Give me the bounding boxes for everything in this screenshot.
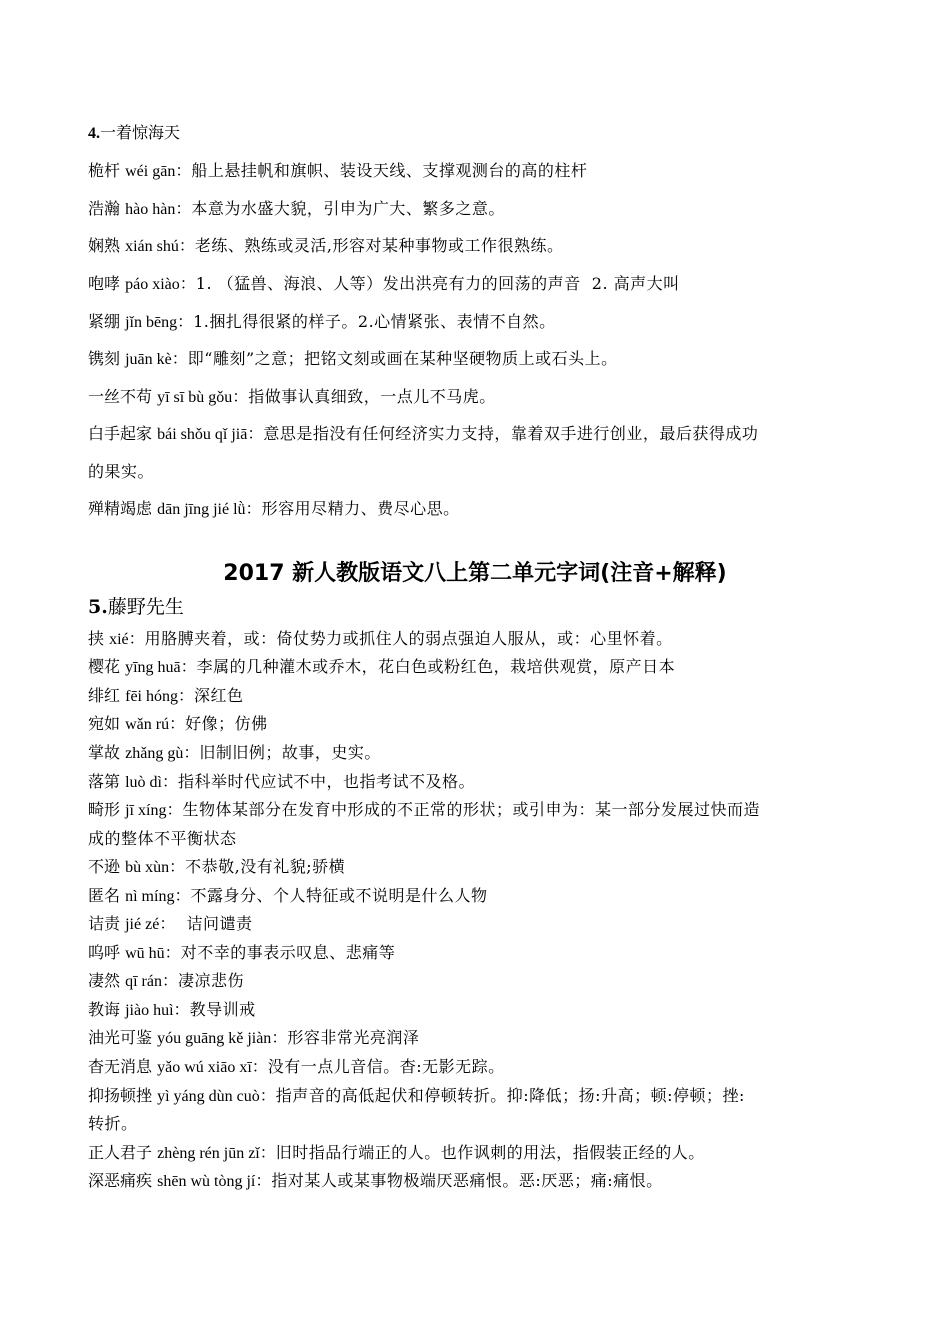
vocab-entry: 掌故 zhǎng gù：旧制旧例；故事，史实。 <box>88 743 381 762</box>
vocab-pinyin: bái shǒu qǐ jiā <box>157 426 248 443</box>
vocab-entry: 挟 xié：用胳膊夹着，或：倚仗势力或抓住人的弱点强迫人服从，或：心里怀着。 <box>88 629 673 648</box>
vocab-definition: 老练、熟练或灵活,形容对某种事物或工作很熟练。 <box>194 236 564 255</box>
vocab-definition: 对不幸的事表示叹息、悲痛等 <box>180 943 396 962</box>
vocab-word: 杳无消息 <box>88 1057 153 1076</box>
vocab-entry: 正人君子 zhèng rén jūn zǐ：旧时指品行端正的人。也作讽刺的用法，指假装正经的人。 <box>88 1143 705 1162</box>
vocab-pinyin: wéi gān <box>125 163 176 180</box>
vocab-entry: 油光可鉴 yóu guāng kě jiàn：形容非常光亮润泽 <box>88 1028 420 1047</box>
vocab-entry: 落第 luò dì：指科举时代应试不中，也指考试不及格。 <box>88 772 476 791</box>
vocab-pinyin: jī xíng <box>125 802 167 819</box>
vocab-entry: 桅杆 wéi gān：船上悬挂帆和旗帜、装设天线、支撑观测台的高的柱杆 <box>88 161 588 180</box>
vocab-pinyin: jié zé <box>125 916 160 933</box>
vocab-word: 白手起家 <box>88 424 153 443</box>
vocab-entry: 樱花 yīng huā：李属的几种灌木或乔木，花白色或粉红色，栽培供观赏，原产日本 <box>88 657 676 676</box>
vocab-word: 匿名 <box>88 886 121 905</box>
vocab-definition: 凄凉悲伤 <box>178 971 245 990</box>
vocab-definition: 形容非常光亮润泽 <box>287 1028 420 1047</box>
vocab-entry: 紧绷 jǐn bēng：1.捆扎得很紧的样子。2.心情紧张、表情不自然。 <box>88 312 556 331</box>
vocab-pinyin: zhǎng gù <box>125 745 184 762</box>
vocab-word: 娴熟 <box>88 236 121 255</box>
vocab-definition: 形容用尽精力、费尽心思。 <box>261 499 460 518</box>
vocab-entry: 不逊 bù xùn：不恭敬,没有礼貌;骄横 <box>88 857 346 876</box>
vocab-definition: 即“雕刻”之意；把铭文刻或画在某种坚硬物质上或石头上。 <box>187 349 618 368</box>
vocab-entry: 浩瀚 hào hàn：本意为水盛大貌，引申为广大、繁多之意。 <box>88 199 505 218</box>
vocab-pinyin: luò dì <box>125 774 162 791</box>
vocab-pinyin: fēi hóng <box>125 688 178 705</box>
vocab-entry: 绯红 fēi hóng：深红色 <box>88 686 244 705</box>
vocab-word: 绯红 <box>88 686 121 705</box>
section-title-text: 藤野先生 <box>107 596 184 618</box>
vocab-definition: 指对某人或某事物极端厌恶痛恨。恶:厌恶；痛:痛恨。 <box>271 1171 663 1190</box>
vocab-pinyin: jǐn bēng <box>125 314 178 331</box>
vocab-entry: 娴熟 xián shú：老练、熟练或灵活,形容对某种事物或工作很熟练。 <box>88 236 564 255</box>
vocab-pinyin: yīng huā <box>125 659 181 676</box>
vocab-pinyin: shēn wù tòng jí <box>157 1173 256 1190</box>
vocab-word: 诘责 <box>88 914 121 933</box>
vocab-word: 畸形 <box>88 800 121 819</box>
vocab-definition: 教导训戒 <box>189 1000 256 1019</box>
vocab-pinyin: qī rán <box>125 973 162 990</box>
vocab-pinyin: yī sī bù gǒu <box>157 389 233 406</box>
vocab-word: 宛如 <box>88 714 121 733</box>
vocab-word: 教诲 <box>88 1000 121 1019</box>
vocab-entry: 教诲 jiào huì：教导训戒 <box>88 1000 256 1019</box>
vocab-word: 镌刻 <box>88 349 121 368</box>
section-title-text: 一着惊海天 <box>100 123 181 142</box>
vocab-word: 不逊 <box>88 857 121 876</box>
vocab-entry-continuation <box>88 459 154 482</box>
vocab-pinyin: yǎo wú xiāo xī <box>157 1059 252 1076</box>
vocab-entry: 呜呼 wū hū：对不幸的事表示叹息、悲痛等 <box>88 943 396 962</box>
vocab-definition: 指声音的高低起伏和停顿转折。抑:降低；扬:升高；顿:停顿；挫: <box>275 1086 745 1105</box>
vocab-entry: 殚精竭虑 dān jīng jié lǜ：形容用尽精力、费尽心思。 <box>88 499 460 518</box>
vocab-word: 抑扬顿挫 <box>88 1086 153 1105</box>
vocab-definition-continued: 成的整体不平衡状态 <box>88 829 237 848</box>
vocab-word: 紧绷 <box>88 312 121 331</box>
vocab-entry: 畸形 jī xíng：生物体某部分在发育中形成的不正常的形状；或引申为：某一部分发展过快而造 <box>88 800 760 819</box>
vocab-word: 凄然 <box>88 971 121 990</box>
vocab-entry-continuation <box>88 826 237 849</box>
vocab-entry: 匿名 nì míng：不露身分、个人特征或不说明是什么人物 <box>88 886 488 905</box>
vocab-definition: 指做事认真细致，一点儿不马虎。 <box>248 387 496 406</box>
vocab-definition-continued: 转折。 <box>88 1114 138 1133</box>
vocab-definition: 不露身分、个人特征或不说明是什么人物 <box>190 886 488 905</box>
vocab-pinyin: hào hàn <box>125 201 176 218</box>
vocab-definition: 深红色 <box>194 686 244 705</box>
vocab-entry-continuation <box>88 1111 138 1134</box>
vocab-word: 油光可鉴 <box>88 1028 153 1047</box>
vocab-entry: 抑扬顿挫 yì yáng dùn cuò：指声音的高低起伏和停顿转折。抑:降低；扬:升高；顿:停顿；挫: <box>88 1086 745 1105</box>
section-number: 4. <box>88 125 100 142</box>
vocab-word: 一丝不苟 <box>88 387 153 406</box>
document-title: 2017 新人教版语文八上第二单元字词(注音+解释) <box>223 561 727 586</box>
vocab-definition: 诘问谴责 <box>175 914 253 933</box>
vocab-definition: 本意为水盛大貌，引申为广大、繁多之意。 <box>191 199 505 218</box>
vocab-definition: 用胳膊夹着，或：倚仗势力或抓住人的弱点强迫人服从，或：心里怀着。 <box>144 629 673 648</box>
vocab-word: 掌故 <box>88 743 121 762</box>
vocab-entry: 宛如 wǎn rú：好像；仿佛 <box>88 714 268 733</box>
vocab-pinyin: wǎn rú <box>125 716 170 733</box>
vocab-pinyin: jiào huì <box>125 1002 174 1019</box>
section-5-title <box>88 592 184 619</box>
vocab-pinyin: yóu guāng kě jiàn <box>157 1030 272 1047</box>
vocab-pinyin: xián shú <box>125 238 179 255</box>
section-number: 5. <box>88 596 108 618</box>
vocab-definition: 旧时指品行端正的人。也作讽刺的用法，指假装正经的人。 <box>275 1143 705 1162</box>
vocab-definition: 指科举时代应试不中，也指考试不及格。 <box>178 772 476 791</box>
vocab-definition: 1.捆扎得很紧的样子。2.心情紧张、表情不自然。 <box>193 312 556 331</box>
section-4-title <box>88 120 180 143</box>
vocab-word: 殚精竭虑 <box>88 499 153 518</box>
vocab-pinyin: páo xiào <box>125 276 180 293</box>
vocab-pinyin: bù xùn <box>125 859 170 876</box>
vocab-entry: 咆哮 páo xiào：1. （猛兽、海浪、人等）发出洪亮有力的回荡的声音 2. 高声大叫 <box>88 274 680 293</box>
vocab-entry: 镌刻 juān kè：即“雕刻”之意；把铭文刻或画在某种坚硬物质上或石头上。 <box>88 349 618 368</box>
vocab-word: 桅杆 <box>88 161 121 180</box>
vocab-entry: 杳无消息 yǎo wú xiāo xī：没有一点儿音信。杳:无影无踪。 <box>88 1057 505 1076</box>
vocab-definition-continued: 的果实。 <box>88 462 155 481</box>
vocab-word: 咆哮 <box>88 274 121 293</box>
vocab-pinyin: juān kè <box>125 351 172 368</box>
vocab-definition: 好像；仿佛 <box>185 714 268 733</box>
vocab-pinyin: dān jīng jié lǜ <box>157 501 246 518</box>
vocab-definition: 船上悬挂帆和旗帜、装设天线、支撑观测台的高的柱杆 <box>191 161 588 180</box>
vocab-pinyin: nì míng <box>125 888 175 905</box>
vocab-entry: 一丝不苟 yī sī bù gǒu：指做事认真细致，一点儿不马虎。 <box>88 387 496 406</box>
vocab-definition: 不恭敬,没有礼貌;骄横 <box>185 857 346 876</box>
vocab-word: 深恶痛疾 <box>88 1171 153 1190</box>
vocab-word: 浩瀚 <box>88 199 121 218</box>
vocab-word: 樱花 <box>88 657 121 676</box>
vocab-entry: 白手起家 bái shǒu qǐ jiā：意思是指没有任何经济实力支持，靠着双手进行创业，最后获得成功 <box>88 424 759 443</box>
vocab-definition: 意思是指没有任何经济实力支持，靠着双手进行创业，最后获得成功 <box>263 424 759 443</box>
vocab-definition: 1. （猛兽、海浪、人等）发出洪亮有力的回荡的声音 2. 高声大叫 <box>195 274 680 293</box>
vocab-pinyin: wū hū <box>125 945 165 962</box>
vocab-word: 呜呼 <box>88 943 121 962</box>
vocab-entry: 深恶痛疾 shēn wù tòng jí：指对某人或某事物极端厌恶痛恨。恶:厌恶；痛:痛恨。 <box>88 1171 663 1190</box>
vocab-pinyin: xié <box>109 631 129 648</box>
vocab-definition: 生物体某部分在发育中形成的不正常的形状；或引申为：某一部分发展过快而造 <box>182 800 760 819</box>
vocab-word: 正人君子 <box>88 1143 153 1162</box>
vocab-pinyin: yì yáng dùn cuò <box>157 1088 260 1105</box>
vocab-word: 落第 <box>88 772 121 791</box>
vocab-definition: 李属的几种灌木或乔木，花白色或粉红色，栽培供观赏，原产日本 <box>196 657 676 676</box>
vocab-entry: 凄然 qī rán：凄凉悲伤 <box>88 971 245 990</box>
vocab-entry: 诘责 jié zé： 诘问谴责 <box>88 914 253 933</box>
vocab-word: 挟 <box>88 629 105 648</box>
vocab-pinyin: zhèng rén jūn zǐ <box>157 1145 260 1162</box>
vocab-definition: 旧制旧例；故事，史实。 <box>199 743 381 762</box>
vocab-definition: 没有一点儿音信。杳:无影无踪。 <box>267 1057 505 1076</box>
